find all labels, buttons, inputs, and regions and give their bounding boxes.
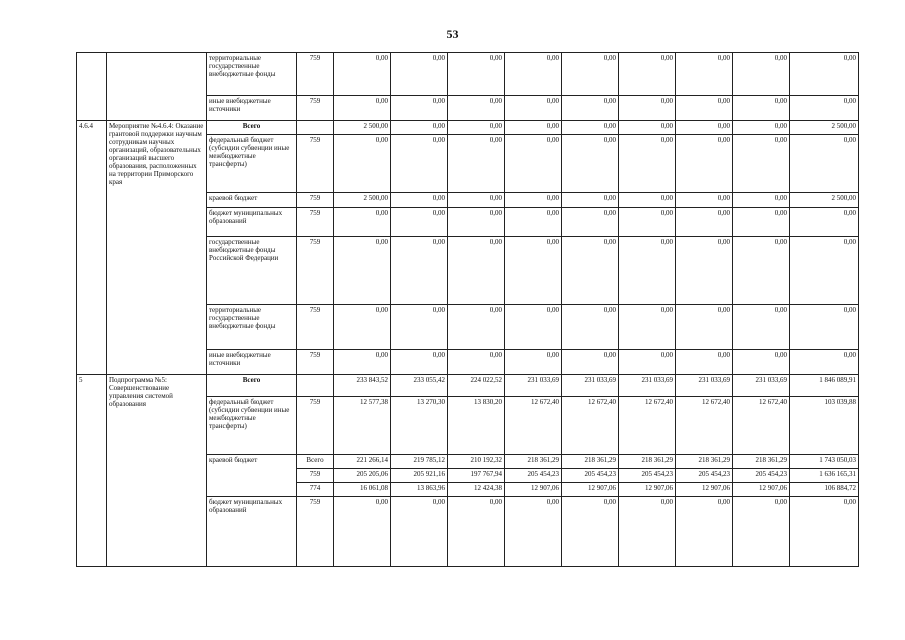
value-cell: 224 022,52 xyxy=(448,375,505,397)
row-label: государственные внебюджетные фонды Российской Федерации xyxy=(207,237,297,305)
value-cell: 0,00 xyxy=(676,135,733,193)
value-cell: 0,00 xyxy=(334,305,391,350)
value-cell: 12 672,40 xyxy=(562,397,619,455)
value-cell: 0,00 xyxy=(448,96,505,121)
value-cell: 0,00 xyxy=(619,135,676,193)
value-cell: 0,00 xyxy=(619,96,676,121)
value-cell: 205 454,23 xyxy=(676,469,733,483)
value-cell: 0,00 xyxy=(391,237,448,305)
value-cell: 2 500,00 xyxy=(334,193,391,208)
value-cell: 0,00 xyxy=(676,497,733,567)
value-cell: 0,00 xyxy=(733,237,790,305)
value-cell: 0,00 xyxy=(790,135,859,193)
value-cell: 0,00 xyxy=(505,305,562,350)
value-cell: 0,00 xyxy=(562,53,619,96)
row-label: федеральный бюджет (субсидии субвенции иные межбюджетные трансферты) xyxy=(207,397,297,455)
table-row xyxy=(77,121,859,135)
value-cell: 12 577,38 xyxy=(334,397,391,455)
value-cell: 0,00 xyxy=(562,96,619,121)
value-cell: 0,00 xyxy=(676,305,733,350)
value-cell: 205 454,23 xyxy=(505,469,562,483)
value-cell: 0,00 xyxy=(505,135,562,193)
value-cell: 0,00 xyxy=(505,53,562,96)
value-cell: 0,00 xyxy=(334,497,391,567)
value-cell: 0,00 xyxy=(790,53,859,96)
row-label: территориальные государственные внебюджетные фонды xyxy=(207,305,297,350)
budget-code: 759 xyxy=(297,305,334,350)
value-cell: 0,00 xyxy=(391,208,448,237)
value-cell: 2 500,00 xyxy=(790,121,859,135)
row-label: Всего xyxy=(207,375,297,397)
row-label: федеральный бюджет (субсидии субвенции иные межбюджетные трансферты) xyxy=(207,135,297,193)
section-number xyxy=(77,53,107,121)
value-cell: 0,00 xyxy=(733,497,790,567)
row-label: краевой бюджет xyxy=(207,193,297,208)
value-cell: 0,00 xyxy=(790,96,859,121)
value-cell: 0,00 xyxy=(562,350,619,375)
value-cell: 1 636 165,31 xyxy=(790,469,859,483)
value-cell: 231 033,69 xyxy=(676,375,733,397)
budget-code: 759 xyxy=(297,135,334,193)
row-label: территориальные государственные внебюджетные фонды xyxy=(207,53,297,96)
value-cell: 0,00 xyxy=(334,53,391,96)
value-cell: 0,00 xyxy=(448,208,505,237)
value-cell: 0,00 xyxy=(505,208,562,237)
row-label: краевой бюджет xyxy=(207,455,297,497)
value-cell: 13 830,20 xyxy=(448,397,505,455)
value-cell: 2 500,00 xyxy=(334,121,391,135)
value-cell: 0,00 xyxy=(790,237,859,305)
value-cell: 0,00 xyxy=(619,350,676,375)
value-cell: 0,00 xyxy=(391,497,448,567)
section-number: 4.6.4 xyxy=(77,121,107,375)
value-cell: 218 361,29 xyxy=(733,455,790,469)
value-cell: 0,00 xyxy=(448,135,505,193)
value-cell: 12 672,40 xyxy=(619,397,676,455)
budget-code: 759 xyxy=(297,208,334,237)
value-cell: 103 039,88 xyxy=(790,397,859,455)
value-cell: 0,00 xyxy=(733,208,790,237)
value-cell: 233 843,52 xyxy=(334,375,391,397)
value-cell: 0,00 xyxy=(733,96,790,121)
value-cell: 218 361,29 xyxy=(562,455,619,469)
value-cell: 0,00 xyxy=(391,96,448,121)
value-cell: 218 361,29 xyxy=(619,455,676,469)
value-cell: 0,00 xyxy=(562,497,619,567)
budget-code: 759 xyxy=(297,53,334,96)
value-cell: 0,00 xyxy=(619,497,676,567)
row-label: бюджет муниципальных образований xyxy=(207,497,297,567)
value-cell: 0,00 xyxy=(562,193,619,208)
value-cell: 12 672,40 xyxy=(505,397,562,455)
value-cell: 0,00 xyxy=(334,208,391,237)
value-cell: 0,00 xyxy=(676,208,733,237)
value-cell: 0,00 xyxy=(619,237,676,305)
value-cell: 0,00 xyxy=(505,121,562,135)
value-cell: 0,00 xyxy=(733,193,790,208)
value-cell: 0,00 xyxy=(733,135,790,193)
page-number: 53 xyxy=(446,27,459,41)
budget-code: 759 xyxy=(297,497,334,567)
value-cell: 205 205,06 xyxy=(334,469,391,483)
value-cell: 0,00 xyxy=(448,497,505,567)
section-title xyxy=(107,53,207,121)
budget-code: Всего xyxy=(297,455,334,469)
value-cell: 0,00 xyxy=(676,121,733,135)
value-cell: 0,00 xyxy=(448,237,505,305)
table-row xyxy=(77,375,859,397)
value-cell: 218 361,29 xyxy=(505,455,562,469)
value-cell: 0,00 xyxy=(505,237,562,305)
value-cell: 16 061,08 xyxy=(334,483,391,497)
value-cell: 12 672,40 xyxy=(676,397,733,455)
value-cell: 0,00 xyxy=(676,96,733,121)
row-label: иные внебюджетные источники xyxy=(207,350,297,375)
value-cell: 0,00 xyxy=(448,53,505,96)
value-cell: 0,00 xyxy=(505,96,562,121)
value-cell: 0,00 xyxy=(619,193,676,208)
row-label: иные внебюджетные источники xyxy=(207,96,297,121)
value-cell: 197 767,94 xyxy=(448,469,505,483)
table-row xyxy=(77,53,859,96)
value-cell: 0,00 xyxy=(676,193,733,208)
value-cell: 0,00 xyxy=(448,350,505,375)
value-cell: 219 785,12 xyxy=(391,455,448,469)
value-cell: 12 672,40 xyxy=(733,397,790,455)
row-label: Всего xyxy=(207,121,297,135)
value-cell: 0,00 xyxy=(619,53,676,96)
value-cell: 0,00 xyxy=(391,193,448,208)
value-cell: 12 907,06 xyxy=(619,483,676,497)
value-cell: 0,00 xyxy=(733,350,790,375)
value-cell: 0,00 xyxy=(733,53,790,96)
budget-code: 759 xyxy=(297,350,334,375)
value-cell: 0,00 xyxy=(790,350,859,375)
budget-code: 759 xyxy=(297,397,334,455)
value-cell: 0,00 xyxy=(676,350,733,375)
value-cell: 0,00 xyxy=(733,121,790,135)
value-cell: 0,00 xyxy=(334,350,391,375)
value-cell: 0,00 xyxy=(676,237,733,305)
value-cell: 13 270,30 xyxy=(391,397,448,455)
value-cell: 231 033,69 xyxy=(505,375,562,397)
value-cell: 1 846 089,91 xyxy=(790,375,859,397)
budget-code xyxy=(297,375,334,397)
value-cell: 1 743 050,03 xyxy=(790,455,859,469)
value-cell: 0,00 xyxy=(334,135,391,193)
section-number: 5 xyxy=(77,375,107,567)
value-cell: 106 884,72 xyxy=(790,483,859,497)
budget-table xyxy=(76,52,859,567)
value-cell: 233 055,42 xyxy=(391,375,448,397)
budget-code: 759 xyxy=(297,237,334,305)
value-cell: 0,00 xyxy=(334,237,391,305)
budget-code: 774 xyxy=(297,483,334,497)
value-cell: 205 454,23 xyxy=(619,469,676,483)
value-cell: 205 921,16 xyxy=(391,469,448,483)
value-cell: 231 033,69 xyxy=(562,375,619,397)
value-cell: 0,00 xyxy=(562,121,619,135)
value-cell: 205 454,23 xyxy=(562,469,619,483)
row-label: бюджет муниципальных образований xyxy=(207,208,297,237)
value-cell: 0,00 xyxy=(790,208,859,237)
value-cell: 0,00 xyxy=(391,305,448,350)
value-cell: 0,00 xyxy=(391,135,448,193)
value-cell: 218 361,29 xyxy=(676,455,733,469)
value-cell: 0,00 xyxy=(448,121,505,135)
value-cell: 210 192,32 xyxy=(448,455,505,469)
value-cell: 12 907,06 xyxy=(562,483,619,497)
budget-code: 759 xyxy=(297,193,334,208)
value-cell: 231 033,69 xyxy=(733,375,790,397)
value-cell: 12 907,06 xyxy=(676,483,733,497)
value-cell: 13 863,96 xyxy=(391,483,448,497)
budget-code xyxy=(297,121,334,135)
value-cell: 231 033,69 xyxy=(619,375,676,397)
value-cell: 12 424,38 xyxy=(448,483,505,497)
value-cell: 0,00 xyxy=(790,305,859,350)
value-cell: 0,00 xyxy=(391,350,448,375)
section-title: Подпрограмма №5: Совершенствование управления системой образования xyxy=(107,375,207,567)
value-cell: 0,00 xyxy=(448,305,505,350)
value-cell: 0,00 xyxy=(562,208,619,237)
value-cell: 0,00 xyxy=(562,305,619,350)
value-cell: 0,00 xyxy=(505,497,562,567)
value-cell: 0,00 xyxy=(619,305,676,350)
value-cell: 0,00 xyxy=(562,135,619,193)
value-cell: 205 454,23 xyxy=(733,469,790,483)
budget-code: 759 xyxy=(297,469,334,483)
value-cell: 0,00 xyxy=(391,121,448,135)
value-cell: 0,00 xyxy=(391,53,448,96)
value-cell: 0,00 xyxy=(334,96,391,121)
value-cell: 0,00 xyxy=(562,237,619,305)
value-cell: 221 266,14 xyxy=(334,455,391,469)
section-title: Мероприятие №4.6.4: Оказание грантовой поддержки научным сотрудникам научных организаций, образовательных организаций высшего образования, расположенных на территории Приморского края xyxy=(107,121,207,375)
value-cell: 0,00 xyxy=(448,193,505,208)
value-cell: 12 907,06 xyxy=(733,483,790,497)
budget-code: 759 xyxy=(297,96,334,121)
value-cell: 0,00 xyxy=(790,497,859,567)
value-cell: 0,00 xyxy=(619,208,676,237)
value-cell: 0,00 xyxy=(676,53,733,96)
value-cell: 2 500,00 xyxy=(790,193,859,208)
value-cell: 12 907,06 xyxy=(505,483,562,497)
value-cell: 0,00 xyxy=(505,350,562,375)
value-cell: 0,00 xyxy=(733,305,790,350)
value-cell: 0,00 xyxy=(505,193,562,208)
value-cell: 0,00 xyxy=(619,121,676,135)
